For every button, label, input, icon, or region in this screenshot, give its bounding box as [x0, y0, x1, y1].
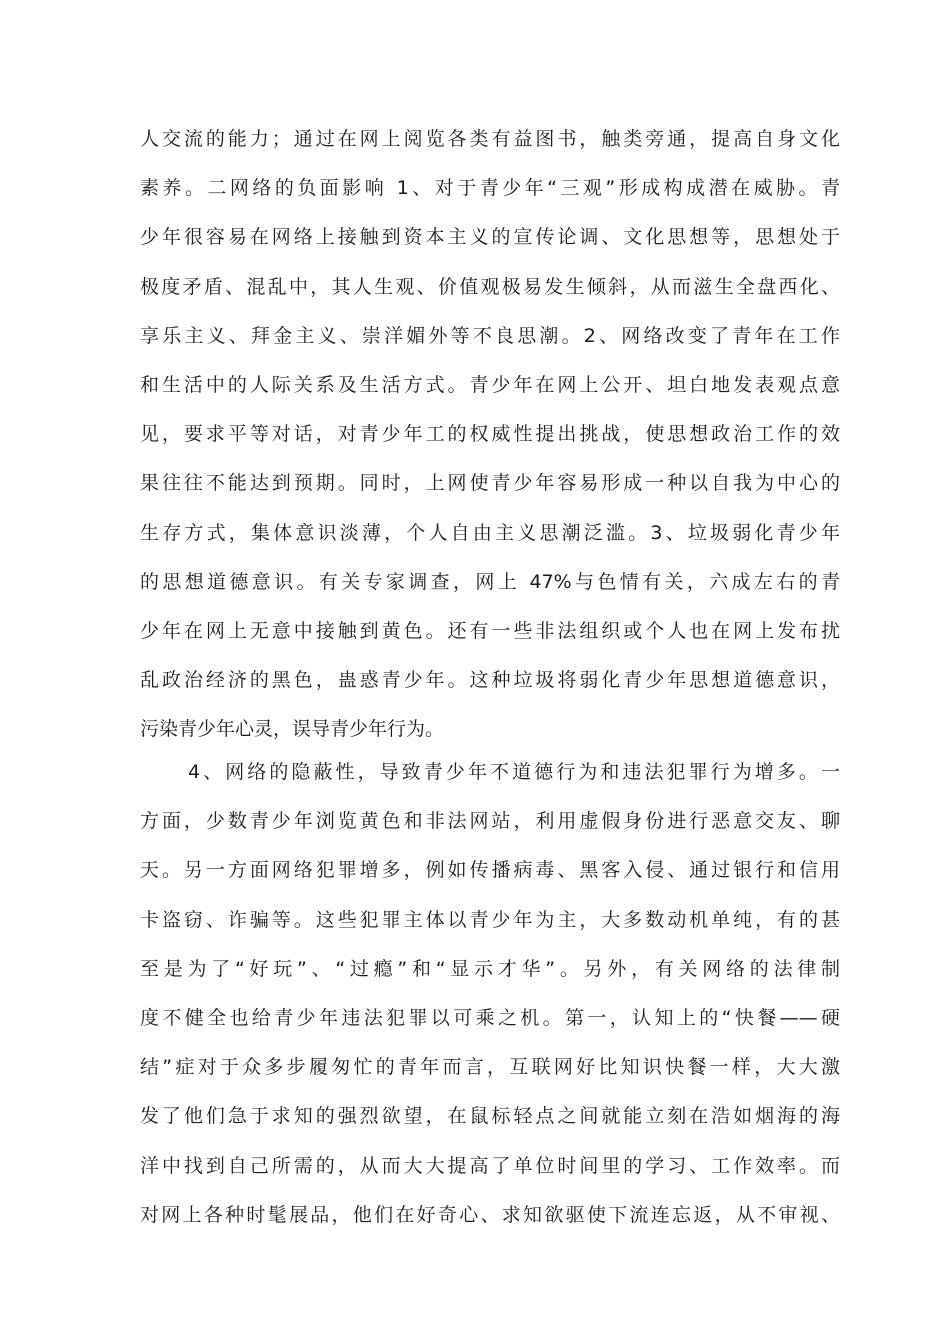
text-line: 度不健全也给青少年违法犯罪以可乘之机。第一，认知上的“快餐——硬: [140, 1006, 840, 1029]
text-line: 少年在网上无意中接触到黄色。还有一些非法组织或个人也在网上发布扰: [140, 619, 840, 642]
text-line: 生存方式，集体意识淡薄，个人自由主义思潮泛滥。3、垃圾弱化青少年: [140, 521, 840, 544]
text-line: 果往往不能达到预期。同时，上网使青少年容易形成一种以自我为中心的: [140, 472, 840, 495]
text-line: 洋中找到自己所需的，从而大大提高了单位时间里的学习、工作效率。而: [140, 1154, 840, 1177]
text-line: 少年很容易在网络上接触到资本主义的宣传论调、文化思想等，思想处于: [140, 226, 840, 249]
text-line: 极度矛盾、混乱中，其人生观、价值观极易发生倾斜，从而滋生全盘西化、: [140, 275, 840, 298]
text-line: 结”症对于众多步履匆忙的青年而言，互联网好比知识快餐一样，大大激: [140, 1056, 840, 1079]
text-line: 方面，少数青少年浏览黄色和非法网站，利用虚假身份进行恶意交友、聊: [140, 810, 840, 833]
text-line: 见，要求平等对话，对青少年工的权威性提出挑战，使思想政治工作的效: [140, 423, 840, 446]
paragraph-1: [140, 115, 840, 754]
text-line: 的思想道德意识。有关专家调查，网上 47%与色情有关，六成左右的青: [140, 570, 840, 593]
text-line: 人交流的能力；通过在网上阅览各类有益图书，触类旁通，提高自身文化: [140, 128, 840, 150]
text-line: 和生活中的人际关系及生活方式。青少年在网上公开、坦白地发表观点意: [140, 373, 840, 396]
paragraph-2: [140, 748, 840, 1240]
text-line: 4、网络的隐蔽性，导致青少年不道德行为和违法犯罪行为增多。一: [188, 761, 840, 783]
text-line: 卡盗窃、诈骗等。这些犯罪主体以青少年为主，大多数动机单纯，有的甚: [140, 908, 840, 931]
text-line: 对网上各种时髦展品，他们在好奇心、求知欲驱使下流连忘返，从不审视、: [140, 1203, 840, 1226]
text-line: 天。另一方面网络犯罪增多，例如传播病毒、黑客入侵、通过银行和信用: [140, 859, 840, 882]
text-line: 素养。二网络的负面影响 1、对于青少年“三观”形成构成潜在威胁。青: [140, 177, 840, 200]
text-line: 污染青少年心灵，误导青少年行为。: [140, 718, 445, 741]
text-line: 发了他们急于求知的强烈欲望，在鼠标轻点之间就能立刻在浩如烟海的海: [140, 1105, 840, 1128]
text-line: 享乐主义、拜金主义、崇洋媚外等不良思潮。2、网络改变了青年在工作: [140, 324, 840, 347]
text-line: 乱政治经济的黑色，蛊惑青少年。这种垃圾将弱化青少年思想道德意识，: [140, 669, 840, 692]
text-line: 至是为了“好玩”、“过瘾”和“显示才华”。另外，有关网络的法律制: [140, 957, 840, 980]
